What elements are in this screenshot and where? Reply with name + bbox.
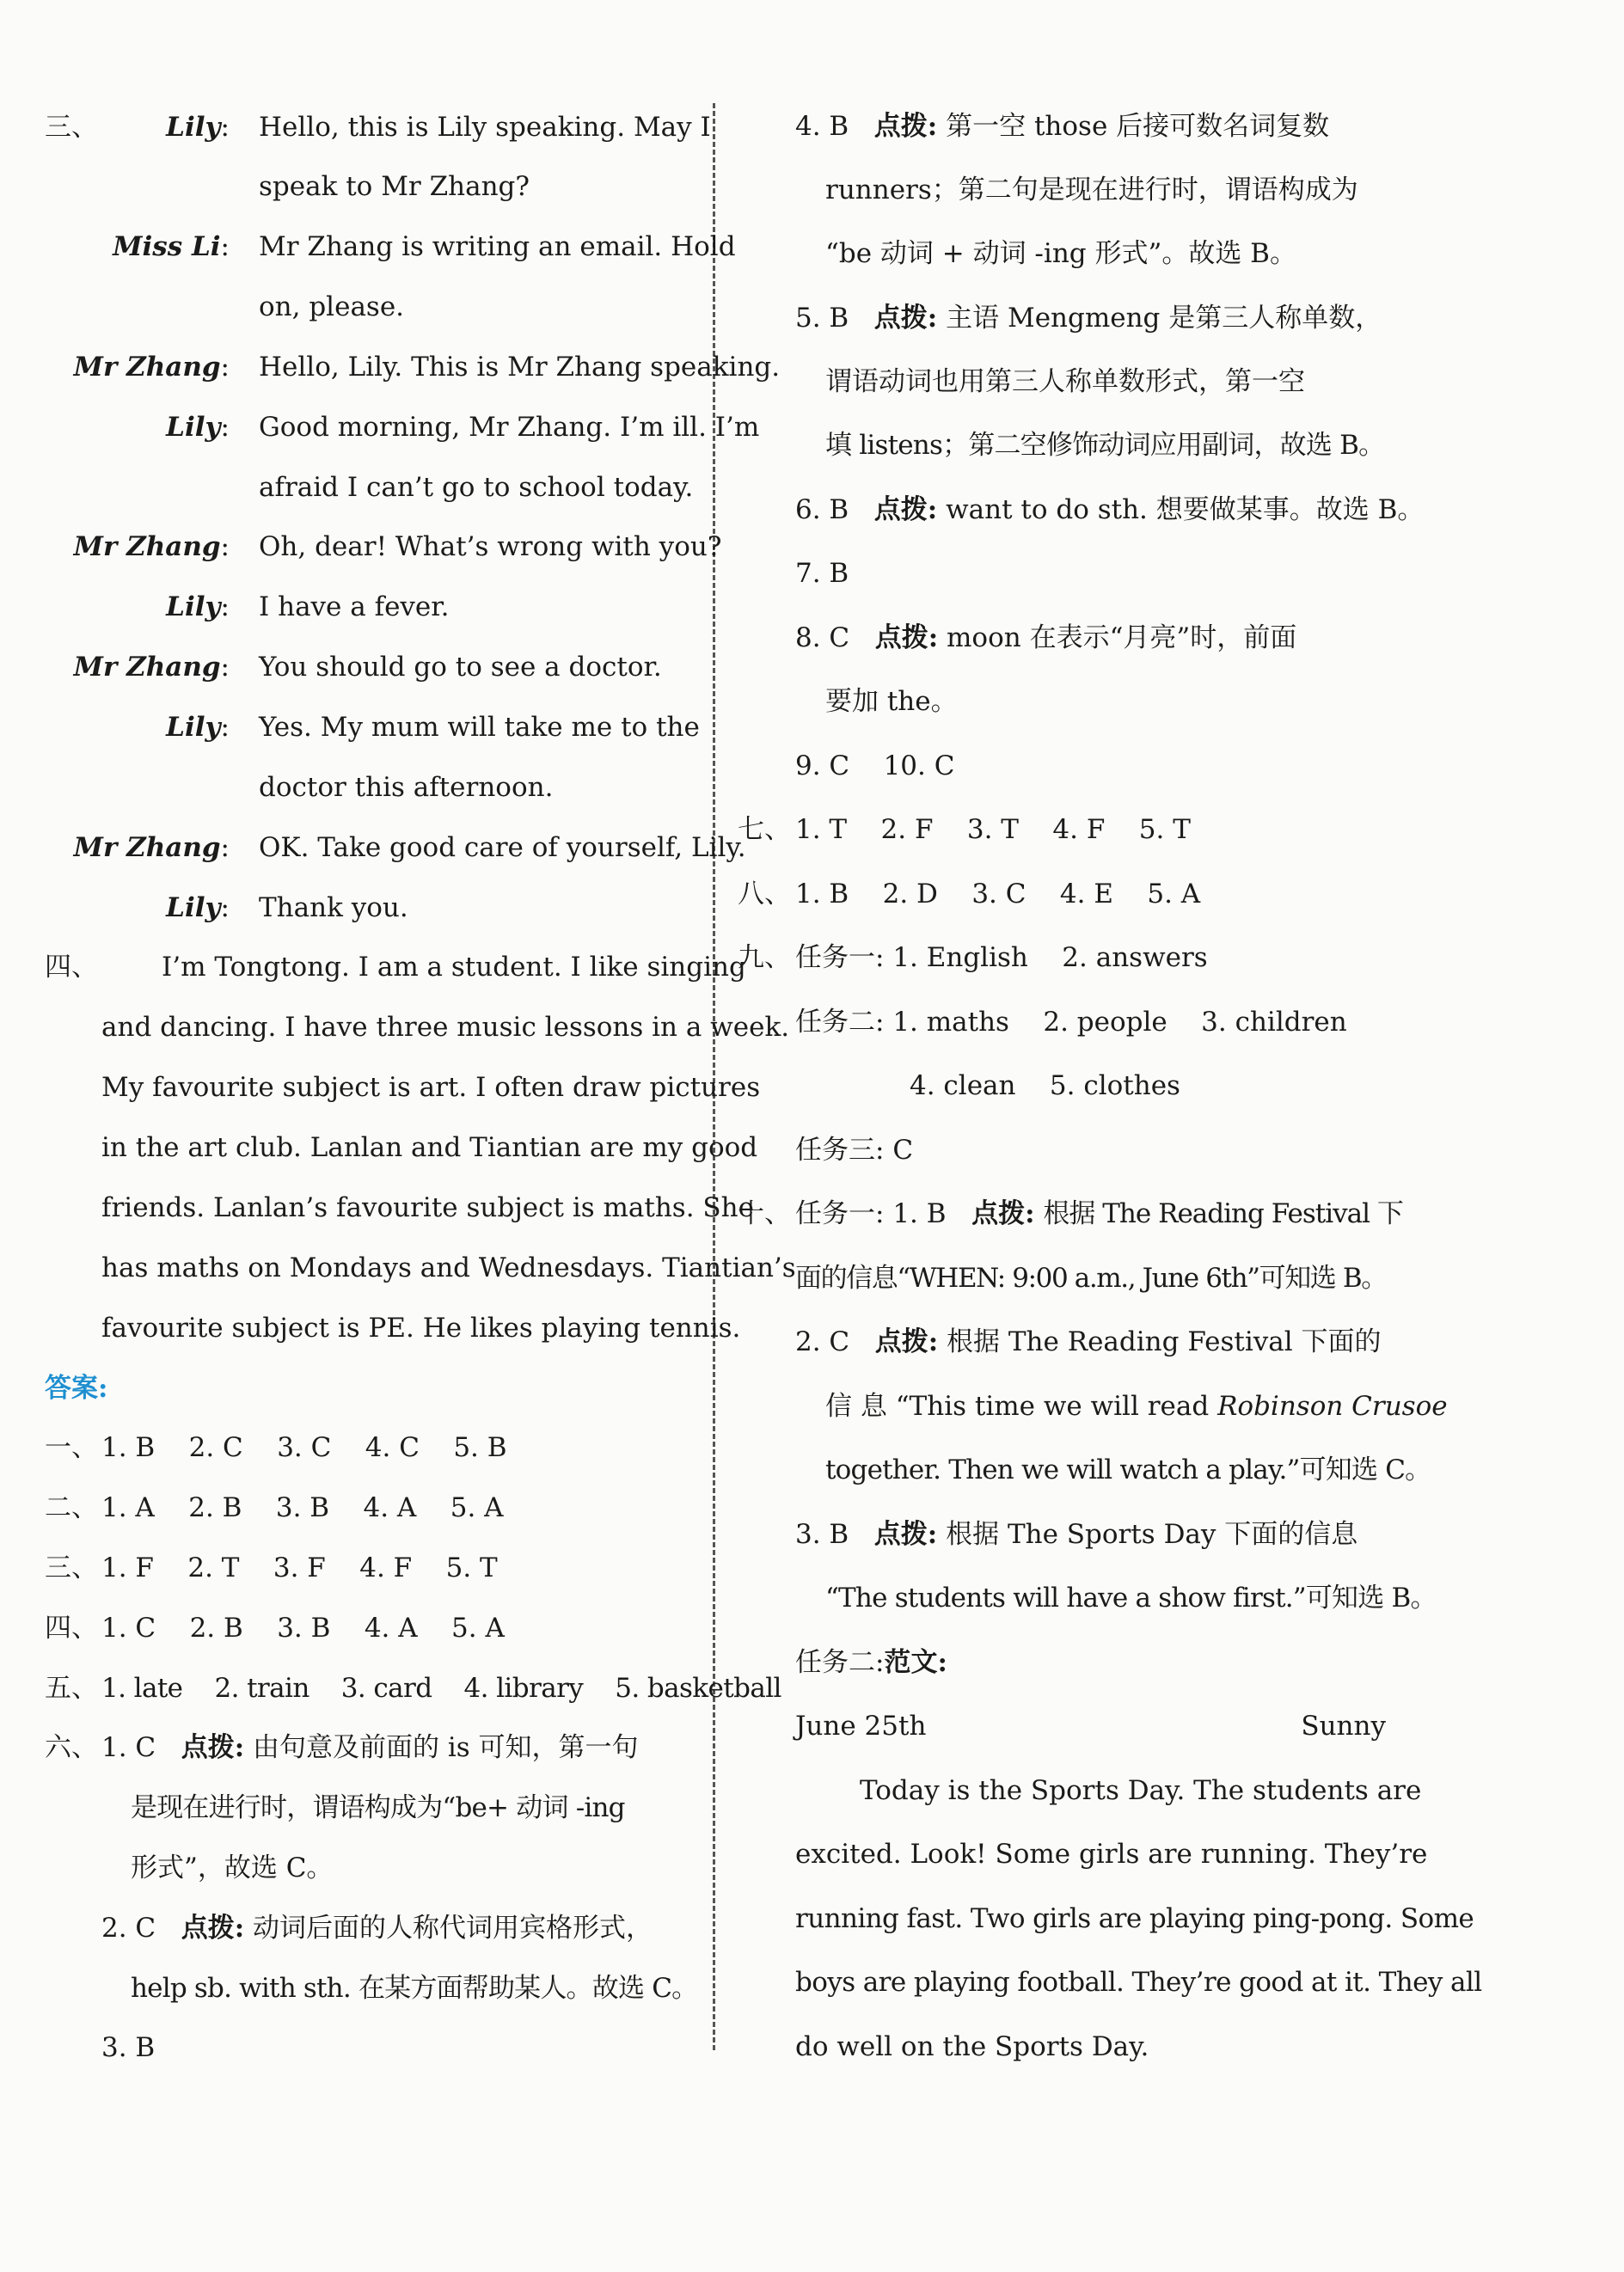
essay-line: Today is the Sports Day. The students are [860,1775,1422,1806]
section-number: 三、 [45,1552,98,1583]
speaker: Lily: [166,712,230,743]
dialogue-line: on, please. [259,291,405,322]
section-number: 十、 [738,1198,791,1229]
section-number: 二、 [45,1492,98,1523]
tip-label: 点拨: [873,494,938,525]
answer-text: 1. C 2. B 3. B 4. A 5. A [101,1613,505,1644]
dialogue-line: Hello, this is Lily speaking. May I [259,112,711,143]
speaker: Lily: [166,112,230,143]
answer-explanation: 8. C 点拨: moon 在表示“月亮”时，前面 [795,622,1297,653]
speaker: Lily: [166,591,230,622]
section-number: 一、 [45,1432,98,1463]
task-line: 任务三: C [795,1135,914,1166]
tip-label: 点拨: [181,1732,245,1763]
answer-explanation: 2. C 点拨: 根据 The Reading Festival 下面的 [795,1326,1382,1357]
essay-line: boys are playing football. They’re good at it. They all [795,1967,1482,1998]
section-number: 六、 [45,1732,98,1763]
task-line: 任务一: 1. English 2. answers [795,942,1208,973]
speaker: Mr Zhang: [73,832,230,863]
passage-line: in the art club. Lanlan and Tiantian are my good [101,1132,758,1163]
dialogue-line: doctor this afternoon. [259,772,554,803]
dialogue-line: Thank you. [259,892,408,923]
dialogue-line: Hello, Lily. This is Mr Zhang speaking. [259,352,781,383]
answer-explanation: 3. B 点拨: 根据 The Sports Day 下面的信息 [795,1519,1358,1550]
answer-text: 1. F 2. T 3. F 4. F 5. T [101,1552,498,1583]
section-number: 九、 [738,942,791,973]
tip-label: 点拨: [971,1198,1035,1229]
explanation-line: “The students will have a show first.”可知选 B。 [825,1583,1437,1614]
answer-explanation: 4. B 点拨: 第一空 those 后接可数名词复数 [795,111,1330,142]
section-number: 五、 [45,1673,98,1704]
essay-line: do well on the Sports Day. [795,2031,1149,2062]
task-line: 任务二: 1. maths 2. people 3. children [795,1007,1347,1038]
answer-explanation: 2. C 点拨: 动词后面的人称代词用宾格形式， [101,1913,653,1944]
essay-line: running fast. Two girls are playing ping-pong. Some [795,1903,1474,1934]
answer-text: 3. B [101,2032,156,2063]
explanation-line: 要加 the。 [825,686,958,717]
answer-explanation: 5. B 点拨: 主语 Mengmeng 是第三人称单数， [795,303,1382,334]
essay-date: June 25th [795,1711,927,1742]
dialogue-line: OK. Take good care of yourself, Lily. [259,832,746,863]
speaker: Lily: [166,892,230,923]
dialogue-line: speak to Mr Zhang? [259,171,530,202]
section-number: 四、 [45,1613,98,1644]
passage-line: My favourite subject is art. I often draw pictures [101,1072,761,1103]
tip-label: 点拨: [874,622,939,653]
answer-explanation: 1. C 点拨: 由句意及前面的 is 可知，第一句 [101,1732,639,1763]
speaker: Miss Li: [113,231,230,262]
answers-heading: 答案: [45,1373,108,1404]
explanation-line: “be 动词 + 动词 -ing 形式”。故选 B。 [825,238,1296,269]
explanation-line: 谓语动词也用第三人称单数形式，第一空 [825,366,1305,397]
tip-label: 点拨: [181,1913,245,1944]
passage-line: favourite subject is PE. He likes playing tennis. [101,1313,741,1344]
passage-line: and dancing. I have three music lessons in a week. [101,1012,790,1043]
explanation-line: help sb. with sth. 在某方面帮助某人。故选 C。 [131,1973,698,2004]
section-number: 七、 [738,814,791,845]
answer-text: 9. C 10. C [795,750,955,781]
explanation-line: together. Then we will watch a play.”可知选 C。 [825,1454,1431,1485]
answer-text: 1. B 2. C 3. C 4. C 5. B [101,1432,507,1463]
essay-weather: Sunny [1301,1711,1386,1742]
section-number: 三、 [45,112,98,143]
speaker: Mr Zhang: [73,352,230,383]
task-line: 任务二:范文: [795,1647,947,1678]
explanation-line: 形式”，故选 C。 [131,1853,334,1883]
dialogue-line: Yes. My mum will take me to the [259,712,700,743]
tip-label: 点拨: [873,1519,938,1550]
section-number: 八、 [738,879,791,909]
dialogue-line: Good morning, Mr Zhang. I’m ill. I’m [259,412,760,443]
speaker: Mr Zhang: [73,652,230,683]
answer-explanation: 6. B 点拨: want to do sth. 想要做某事。故选 B。 [795,494,1425,525]
explanation-line: 填 listens；第二空修饰动词应用副词，故选 B。 [825,430,1385,461]
dialogue-line: You should go to see a doctor. [259,652,662,683]
answer-text: 1. B 2. D 3. C 4. E 5. A [795,879,1201,909]
section-number: 四、 [45,952,98,983]
dialogue-line: I have a fever. [259,591,450,622]
speaker: Lily: [166,412,230,443]
explanation-line: 信 息 “This time we will read Robinson Crusoe [825,1391,1448,1422]
answer-explanation: 任务一: 1. B 点拨: 根据 The Reading Festival 下 [795,1198,1403,1229]
answer-text: 1. late 2. train 3. card 4. library 5. basketball [101,1673,781,1704]
dialogue-line: Oh, dear! What’s wrong with you? [259,531,722,562]
essay-line: excited. Look! Some girls are running. They’re [795,1839,1428,1870]
tip-label: 点拨: [873,303,938,334]
task-line: 4. clean 5. clothes [910,1070,1180,1101]
passage-line: has maths on Mondays and Wednesdays. Tiantian’s [101,1252,796,1283]
dialogue-line: afraid I can’t go to school today. [259,472,694,503]
explanation-line: 是现在进行时，谓语构成为“be+ 动词 -ing [131,1792,625,1823]
explanation-line: 面的信息“WHEN: 9:00 a.m., June 6th”可知选 B。 [795,1263,1387,1294]
tip-label: 点拨: [874,1326,939,1357]
explanation-line: runners；第二句是现在进行时，谓语构成为 [825,175,1358,205]
speaker: Mr Zhang: [73,531,230,562]
passage-line: I’m Tongtong. I am a student. I like singing [162,952,746,983]
tip-label: 点拨: [873,111,938,142]
answer-text: 1. A 2. B 3. B 4. A 5. A [101,1492,504,1523]
dialogue-line: Mr Zhang is writing an email. Hold [259,231,736,262]
answer-text: 1. T 2. F 3. T 4. F 5. T [795,814,1191,845]
passage-line: friends. Lanlan’s favourite subject is maths. She [101,1192,754,1223]
answer-text: 7. B [795,558,849,589]
